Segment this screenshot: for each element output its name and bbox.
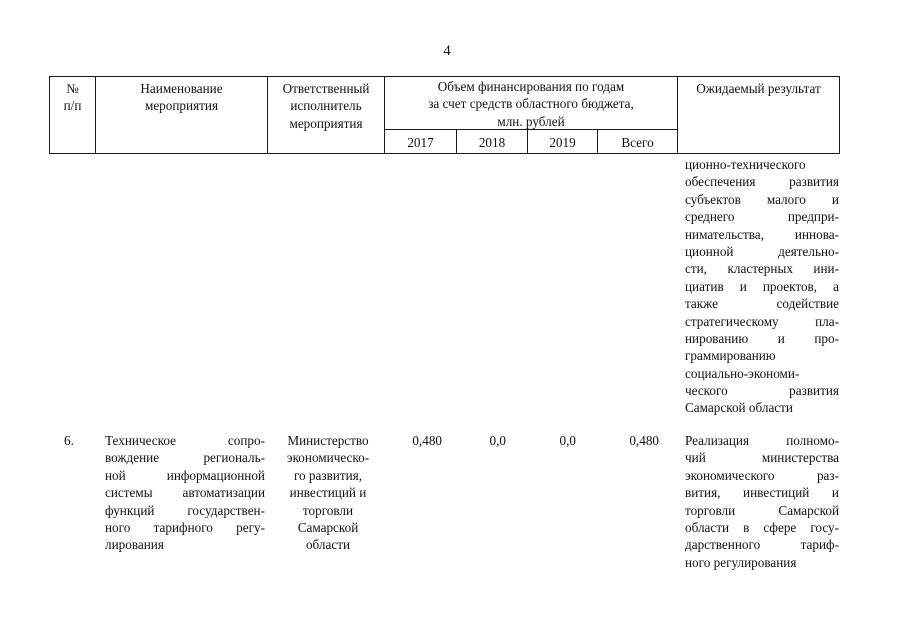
text-line: нимательства, иннова- — [685, 226, 839, 242]
continued-result-text — [685, 156, 839, 417]
text-line: граммированию — [685, 348, 776, 364]
header-result — [678, 80, 839, 97]
header-year-2018: 2018 — [478, 135, 506, 150]
text-line: сти, кластерных ини- — [685, 261, 839, 277]
header-funding — [385, 78, 677, 130]
text-line: циатив и проектов, а — [685, 278, 839, 294]
text-line: обеспечения развития — [685, 174, 839, 190]
text-line: торговли — [302, 502, 354, 518]
text-line: вития, инвестиций и — [685, 485, 839, 501]
header-result-line: Ожидаемый результат — [696, 81, 821, 96]
text-line: го развития, — [293, 467, 363, 483]
text-line: ционно-технического — [685, 157, 806, 172]
row6-result — [685, 432, 839, 571]
row6-value-2018: 0,0 — [489, 433, 506, 448]
header-name-line: Наименование — [140, 81, 223, 96]
text-line: ционной деятельно- — [685, 243, 839, 259]
text-line: Самарской — [297, 519, 359, 535]
header-funding-line: млн. рублей — [497, 113, 565, 129]
header-year-2017: 2017 — [407, 135, 434, 150]
header-executor — [268, 80, 384, 132]
text-line: социально-экономи- — [685, 365, 800, 381]
text-line: ного регулирования — [685, 554, 797, 570]
text-line: торговли Самарской — [685, 502, 839, 518]
row6-value-2017: 0,480 — [412, 433, 442, 448]
text-line: экономическо- — [286, 450, 370, 466]
text-line: лирования — [105, 537, 164, 553]
text-line: ного тарифного регу- — [105, 519, 265, 535]
text-line: субъектов малого и — [685, 191, 839, 207]
text-line: области — [305, 537, 351, 553]
header-name-line: мероприятия — [144, 98, 219, 114]
text-line: функций государствен- — [105, 502, 265, 518]
text-line: Самарской области — [685, 400, 793, 416]
row6-value-2019: 0,0 — [559, 433, 576, 448]
text-line: стратегическому пла- — [685, 313, 839, 329]
row6-value-total: 0,480 — [629, 433, 659, 448]
row6-number: 6. — [64, 433, 74, 448]
header-total: Всего — [621, 135, 654, 150]
header-number — [50, 80, 95, 115]
text-line: среднего предпри- — [685, 209, 839, 225]
header-funding-line: за счет средств областного бюджета, — [428, 96, 634, 112]
row6-name — [105, 432, 265, 554]
row6-executor — [272, 432, 384, 554]
text-line: Техническое сопро- — [105, 433, 265, 448]
text-line: экономического раз- — [685, 467, 839, 483]
header-executor-line: Ответственный — [282, 81, 370, 96]
text-line: Реализация полномо- — [685, 433, 839, 448]
header-executor-line: исполнитель — [290, 98, 362, 114]
text-line: чий министерства — [685, 450, 839, 466]
header-name — [96, 80, 267, 115]
text-line: системы автоматизации — [105, 485, 265, 501]
text-line: ческого развития — [685, 383, 839, 399]
text-line: Министерство — [287, 433, 369, 448]
text-line: ной информационной — [105, 467, 265, 483]
text-line: области в сфере госу- — [685, 519, 839, 535]
header-funding-line: Объем финансирования по годам — [437, 79, 625, 94]
page-number: 4 — [443, 43, 451, 59]
text-line: вождение региональ- — [105, 450, 265, 466]
text-line: также содействие — [685, 296, 839, 312]
text-line: дарственного тариф- — [685, 537, 839, 553]
header-executor-line: мероприятия — [289, 115, 363, 131]
text-line: нированию и про- — [685, 330, 839, 346]
header-year-2019: 2019 — [549, 135, 576, 150]
header-number-line: п/п — [63, 98, 82, 114]
text-line: инвестиций и — [289, 485, 367, 501]
header-number-line: № — [66, 81, 79, 96]
